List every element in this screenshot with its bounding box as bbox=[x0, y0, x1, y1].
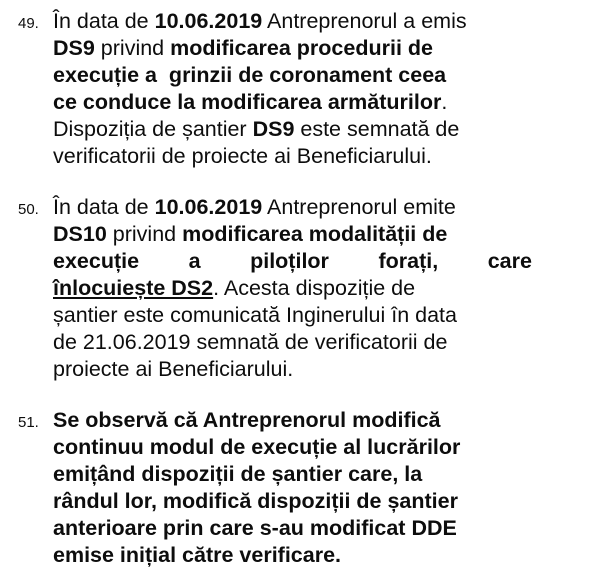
text-run: a bbox=[188, 249, 201, 273]
text-line bbox=[53, 305, 532, 327]
text-line bbox=[53, 92, 532, 114]
text-run: privind bbox=[106, 222, 183, 246]
text-run: anterioare prin care s-au modificat DDE bbox=[53, 516, 457, 540]
text-line bbox=[53, 224, 532, 246]
text-run: Antreprenorul emite bbox=[262, 195, 456, 219]
text-run: Dispoziția de șantier bbox=[53, 117, 253, 141]
text-run: În data de bbox=[53, 9, 155, 33]
text-run: rândul lor, modifică dispoziții de șantier bbox=[53, 489, 458, 513]
text-run: privind bbox=[94, 36, 171, 60]
text-run: înlocuiește DS2 bbox=[53, 276, 214, 300]
text-line bbox=[53, 491, 532, 513]
text-run: execuție bbox=[53, 249, 140, 273]
text-line bbox=[53, 518, 532, 540]
text-run: 10.06.2019 bbox=[154, 195, 263, 219]
text-run: În data de bbox=[53, 195, 155, 219]
text-run: este semnată de bbox=[294, 117, 460, 141]
text-run: Antreprenorul a emis bbox=[262, 9, 467, 33]
text-run: verificatorii de proiecte ai Beneficiarului. bbox=[53, 144, 432, 168]
text-run: emise inițial către verificare. bbox=[53, 543, 342, 567]
paragraph-number: 51. bbox=[18, 414, 39, 431]
text-run: șantier este comunicată Inginerului în data bbox=[53, 303, 457, 327]
text-line bbox=[53, 11, 532, 33]
paragraph-number: 49. bbox=[18, 15, 39, 32]
text-run: modificarea procedurii de bbox=[170, 36, 433, 60]
text-run: modificarea modalității de bbox=[182, 222, 448, 246]
text-run: forați, bbox=[378, 249, 439, 273]
text-run: execuție a grinzii de coronament ceea bbox=[53, 63, 447, 87]
paragraph-number: 50. bbox=[18, 201, 39, 218]
text-line bbox=[53, 437, 532, 459]
text-run: ce conduce la modificarea armăturilor bbox=[53, 90, 442, 114]
text-line bbox=[53, 359, 532, 381]
text-line bbox=[53, 197, 532, 219]
text-run: . bbox=[441, 90, 448, 114]
text-line bbox=[53, 545, 532, 567]
text-line bbox=[53, 146, 532, 168]
text-run: . Acesta dispoziție de bbox=[213, 276, 416, 300]
text-run: DS9 bbox=[252, 117, 295, 141]
text-run: DS10 bbox=[53, 222, 107, 246]
text-line bbox=[53, 251, 532, 273]
text-run: de 21.06.2019 semnată de verificatorii de bbox=[53, 330, 448, 354]
text-line bbox=[53, 410, 532, 432]
text-line bbox=[53, 38, 532, 60]
text-line bbox=[53, 119, 532, 141]
text-run: emițând dispoziții de șantier care, la bbox=[53, 462, 423, 486]
text-run: 10.06.2019 bbox=[154, 9, 263, 33]
text-line bbox=[53, 65, 532, 87]
text-line bbox=[53, 464, 532, 486]
text-run: DS9 bbox=[53, 36, 95, 60]
text-run: care bbox=[487, 249, 532, 273]
text-run: continuu modul de execuție al lucrărilor bbox=[53, 435, 461, 459]
text-run: Se observă că Antreprenorul modifică bbox=[53, 408, 441, 432]
text-run: piloților bbox=[250, 249, 329, 273]
text-run: proiecte ai Beneficiarului. bbox=[53, 357, 294, 381]
text-line bbox=[53, 332, 532, 354]
text-line bbox=[53, 278, 532, 300]
